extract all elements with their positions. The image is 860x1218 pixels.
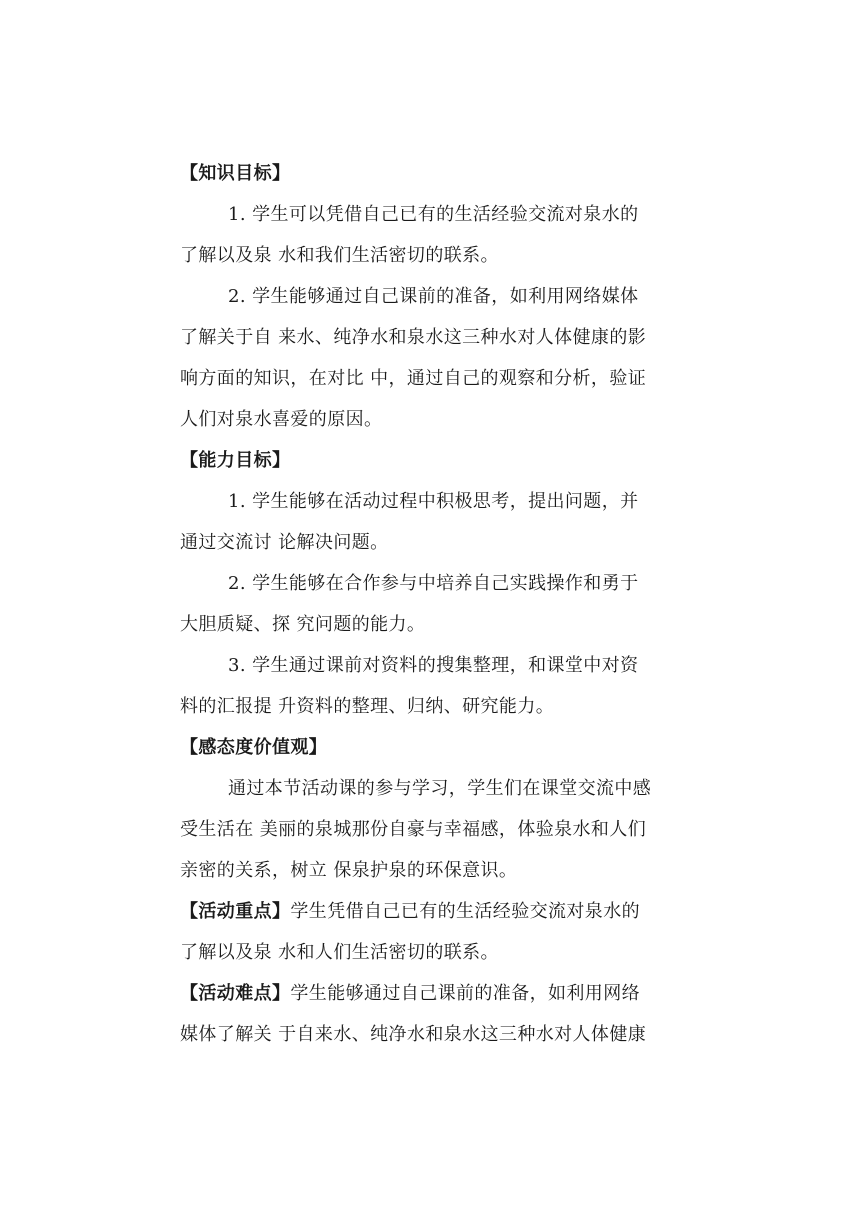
ability-item-1-line-1: 1. 学生能够在活动过程中积极思考，提出问题，并: [228, 491, 639, 512]
ability-item-2-line-1: 2. 学生能够在合作参与中培养自己实践操作和勇于: [228, 573, 639, 594]
ability-item-3-line-2: 料的汇报提 升资料的整理、归纳、研究能力。: [180, 696, 555, 717]
knowledge-item-1-line-2: 了解以及泉 水和我们生活密切的联系。: [180, 245, 499, 266]
knowledge-item-2-line-1: 2. 学生能够通过自己课前的准备，如利用网络媒体: [228, 286, 639, 307]
knowledge-item-2-line-3: 响方面的知识，在对比 中，通过自己的观察和分析，验证: [180, 368, 647, 389]
attitude-line-2: 受生活在 美丽的泉城那份自豪与幸福感，体验泉水和人们: [180, 819, 647, 840]
ability-objectives-heading: 【能力目标】: [180, 450, 291, 471]
ability-item-3-line-1: 3. 学生通过课前对资料的搜集整理，和课堂中对资: [228, 655, 639, 676]
key-point-label: 【活动重点】: [180, 901, 291, 922]
attitude-line-3: 亲密的关系，树立 保泉护泉的环保意识。: [180, 860, 518, 881]
attitude-line-1: 通过本节活动课的参与学习，学生们在课堂交流中感: [228, 778, 652, 799]
key-point-paragraph-line-2: 了解以及泉 水和人们生活密切的联系。: [180, 942, 499, 963]
key-point-paragraph-line-1: [180, 891, 690, 932]
ability-item-1-line-2: 通过交流讨 论解决问题。: [180, 532, 389, 553]
key-point-text-1: 学生凭借自己已有的生活经验交流对泉水的: [290, 901, 641, 922]
ability-item-2-line-2: 大胆质疑、探 究问题的能力。: [180, 614, 426, 635]
difficulty-paragraph-line-2: 媒体了解关 于自来水、纯净水和泉水这三种水对人体健康: [180, 1024, 647, 1045]
difficulty-paragraph-line-1: [180, 973, 690, 1014]
difficulty-label: 【活动难点】: [180, 983, 291, 1004]
attitude-values-heading: 【感态度价值观】: [180, 737, 328, 758]
document-page: [180, 153, 690, 1055]
knowledge-item-2-line-4: 人们对泉水喜爱的原因。: [180, 409, 383, 430]
knowledge-item-1-line-1: 1. 学生可以凭借自己已有的生活经验交流对泉水的: [228, 204, 639, 225]
knowledge-item-2-line-2: 了解关于自 来水、纯净水和泉水这三种水对人体健康的影: [180, 327, 647, 348]
difficulty-text-1: 学生能够通过自己课前的准备，如利用网络: [290, 983, 641, 1004]
knowledge-objectives-heading: 【知识目标】: [180, 163, 291, 184]
